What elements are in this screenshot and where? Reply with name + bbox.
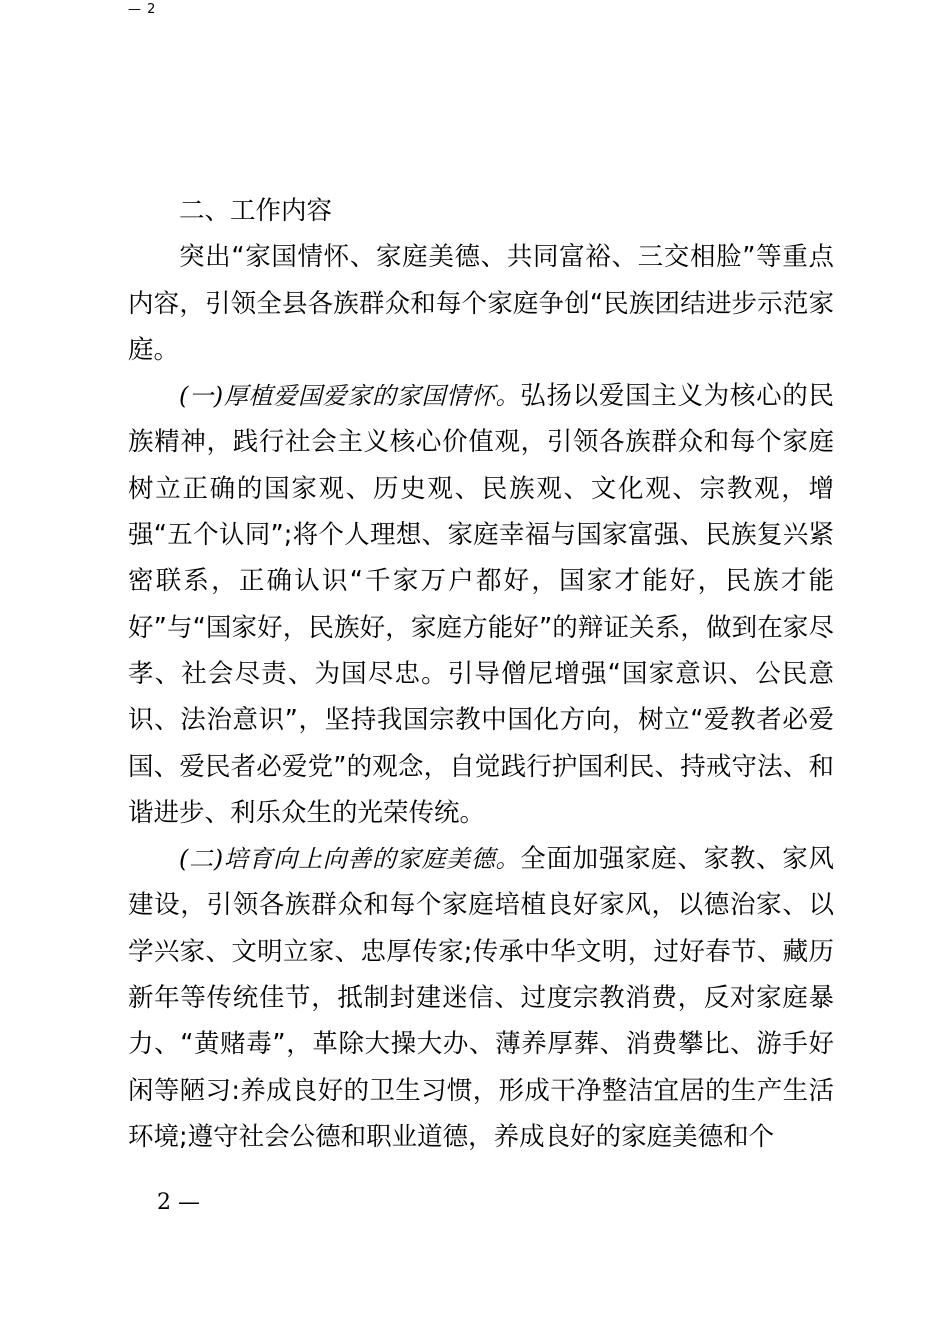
page-number: 2 — — [157, 1190, 200, 1215]
section-title: 二、工作内容 — [179, 196, 333, 226]
item-1-text: 弘扬以爱国主义为核心的民族精神，践行社会主义核心价值观，引领各族群众和每个家庭树立正确的国家观、历史观、民族观、文化观、宗教观，增强“五个认同”;将个人理想、家庭幸福与国家富强、民族复兴紧密联系，正确认识“千家万户都好，国家才能好，民族才能好”与“国家好，民族好，家庭方能好”的辩证关系，做到在家尽孝、社会尽责、为国尽忠。引导僧尼增强“国家意识、公民意识、法治意识”，坚持我国宗教中国化方向，树立“爱教者必爱国、爱民者必爱党”的观念，自觉践行护国利民、持戒守法、和谐进步、利乐众生的光荣传统。 — [128, 381, 834, 828]
top-page-marker: — 2 — [128, 2, 157, 17]
item-1-heading: (一)厚植爱国爱家的家国情怀。 — [179, 382, 521, 411]
item-2-paragraph — [128, 836, 834, 1160]
document-body — [128, 188, 834, 1160]
item-2-heading: (二)培育向上向善的家庭美德。 — [179, 845, 521, 874]
item-1-paragraph — [128, 373, 834, 836]
item-2-text: 全面加强家庭、家教、家风建设，引领各族群众和每个家庭培植良好家风，以德治家、以学兴家、文明立家、忠厚传家;传承中华文明，过好春节、藏历新年等传统佳节，抵制封建迷信、过度宗教消费，反对家庭暴力、“黄赌毒”，革除大操大办、薄养厚葬、消费攀比、游手好闲等陋习:养成良好的卫生习惯，形成干净整洁宜居的生产生活环境;遵守社会公德和职业道德，养成良好的家庭美德和个 — [128, 844, 834, 1152]
intro-paragraph: 突出“家国情怀、家庭美德、共同富裕、三交相脸”等重点内容，引领全县各族群众和每个家庭争创“民族团结进步示范家庭。 — [128, 242, 834, 365]
